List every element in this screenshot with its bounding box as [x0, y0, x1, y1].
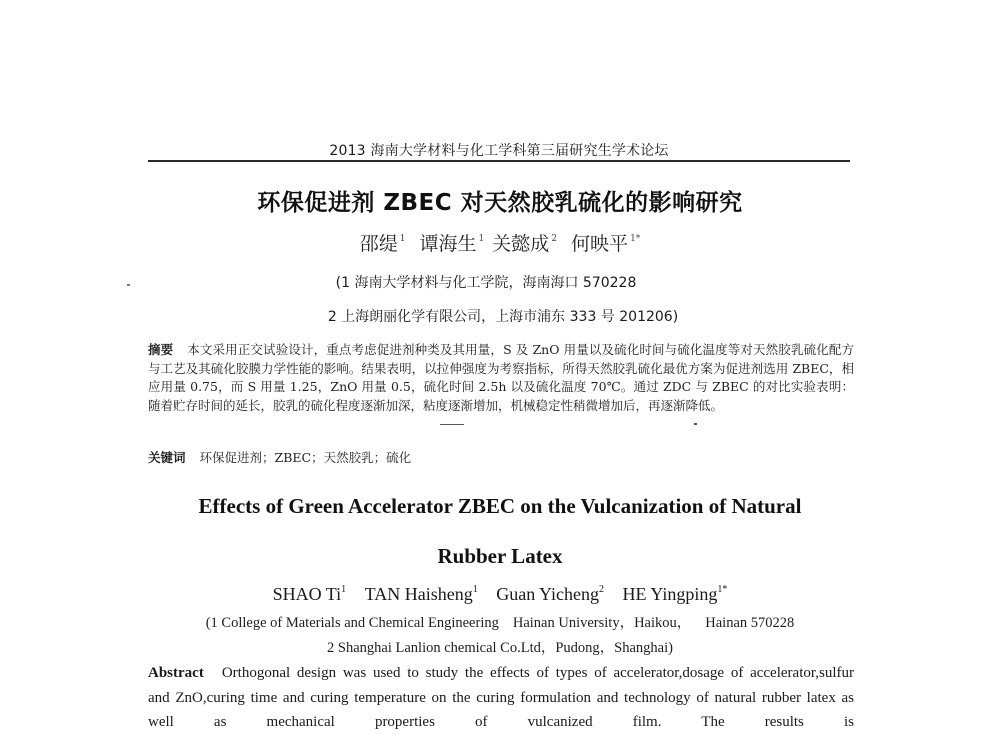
- english-title-line-2: Rubber Latex: [437, 544, 563, 568]
- chinese-title: 环保促进剂 ZBEC 对天然胶乳硫化的影响研究: [257, 190, 743, 216]
- running-header: 2013 海南大学材料与化工学科第三届研究生学术论坛: [329, 143, 669, 159]
- chinese-abstract-text: 本文采用正交试验设计，重点考虑促进剂种类及其用量，S 及 ZnO 用量以及硫化时间与硫化温度等对天然胶乳硫化配方与工艺及其硫化胶膜力学性能的影响。结果表明，以拉伸强度为考察指标，所得天然胶乳硫化最优方案为促进剂选用 ZBEC，相应用量 0.75，而 S 用量 1.25，ZnO 用量 0.5，硫化时间 2.5h 以及硫化温度 70℃。通过 ZDC 与 ZBEC 的对比实验表明：随着贮存时间的延长，胶乳的硫化程度逐渐加深，粘度逐渐增加，机械稳定性稍微增加后，再逐渐降低。: [148, 342, 854, 413]
- chinese-affiliation-2: 2 上海朗丽化学有限公司，上海市浦东 333 号 201206): [327, 309, 679, 325]
- header-rule: [148, 160, 850, 162]
- chinese-keywords-label: 关键词: [148, 450, 186, 465]
- english-abstract-text: Orthogonal design was used to study the effects of types of accelerator,dosage of accelerator,sulfur and ZnO,curing time and curing temperature on the curing formulation and technology of natural rubber latex as well as mechanical properties of vulcanized film. The results is: [148, 665, 854, 730]
- english-abstract: [148, 661, 854, 735]
- english-author: TAN Haisheng$^1$: [364, 584, 478, 604]
- affiliation-marker: 1: [399, 234, 406, 244]
- affiliation-marker: 1*: [717, 584, 728, 595]
- affiliation-marker: 1*: [630, 234, 641, 244]
- chinese-keywords: [148, 448, 411, 466]
- affiliation-marker: 2: [551, 234, 557, 244]
- english-affiliation-1: (1 College of Materials and Chemical Engineering Hainan University，Haikou， Hainan 570228: [205, 615, 795, 631]
- chinese-author: 邵缇 $^1$: [359, 233, 406, 255]
- english-authors: [0, 584, 1000, 605]
- chinese-author: 关懿成 $^2$: [492, 233, 557, 255]
- chinese-authors: [0, 229, 1000, 256]
- english-author: SHAO Ti$^1$: [272, 584, 347, 604]
- english-title-line-1: Effects of Green Accelerator ZBEC on the Vulcanization of Natural: [198, 494, 802, 518]
- chinese-abstract: [148, 341, 854, 415]
- chinese-abstract-label: 摘要: [148, 342, 174, 357]
- english-abstract-label: Abstract: [148, 665, 204, 681]
- scan-artifact: [127, 284, 130, 286]
- english-author: Guan Yicheng$^2$: [496, 584, 605, 604]
- scan-artifact: [440, 424, 464, 425]
- affiliation-marker: 1: [478, 234, 485, 244]
- chinese-author: 谭海生 $^1$: [419, 233, 485, 255]
- english-author: HE Yingping$^{1*}$: [622, 584, 728, 604]
- chinese-keywords-text: 环保促进剂；ZBEC；天然胶乳；硫化: [199, 450, 412, 465]
- affiliation-marker: 1: [472, 584, 478, 595]
- english-affiliation-2: 2 Shanghai Lanlion chemical Co.Ltd，Pudong，Shanghai): [327, 640, 673, 656]
- affiliation-marker: 2: [599, 584, 605, 595]
- affiliation-marker: 1: [341, 584, 347, 595]
- chinese-author: 何映平 $^{1*}$: [571, 233, 641, 255]
- scan-artifact: [694, 423, 697, 425]
- chinese-affiliation-1: (1 海南大学材料与化工学院，海南海口 570228: [335, 275, 637, 291]
